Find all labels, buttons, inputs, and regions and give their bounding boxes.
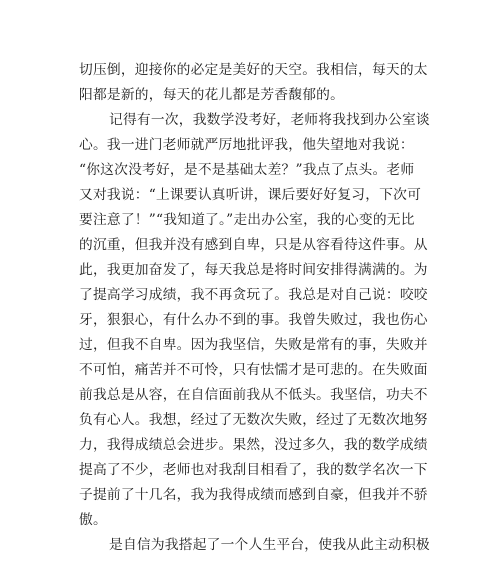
text-line-5: “你这次没考好，是不是基础太差？”我点了点头。老师 — [79, 162, 415, 178]
text-line-6: 又对我说：“上课要认真听讲，课后要好好复习，下次可 — [79, 187, 422, 203]
text-line-1: 切压倒，迎接你的必定是美好的天空。我相信，每天的太 — [79, 62, 428, 78]
text-line-14: 前我总是从容，在自信面前我从不低头。我坚信，功夫不 — [79, 387, 428, 403]
text-line-7: 要注意了！”“我知道了。”走出办公室，我的心变的无比 — [79, 212, 415, 228]
text-line-9: 此，我更加奋发了，每天我总是将时间安排得满满的。为 — [79, 262, 428, 278]
paragraph-next-line: 是自信为我搭起了一个人生平台，使我从此主动积极 — [109, 537, 430, 553]
text-line-2: 阳都是新的，每天的花儿都是芳香馥郁的。 — [79, 87, 345, 103]
text-line-15: 负有心人。我想，经过了无数次失败，经过了无数次地努 — [79, 412, 428, 428]
paragraph-start-line: 记得有一次，我数学没考好，老师将我找到办公室谈 — [109, 112, 430, 128]
text-line-10: 了提高学习成绩，我不再贪玩了。我总是对自己说：咬咬 — [79, 287, 428, 303]
text-line-18: 子提前了十几名，我为我得成绩而感到自豪，但我并不骄 — [79, 487, 428, 503]
text-line-19: 傲。 — [79, 512, 107, 528]
text-line-8: 的沉重，但我并没有感到自卑，只是从容看待这件事。从 — [79, 237, 428, 253]
text-line-17: 提高了不少，老师也对我刮目相看了，我的数学名次一下 — [79, 462, 428, 478]
text-line-11: 牙，狠狠心，有什么办不到的事。我曾失败过，我也伤心 — [79, 312, 428, 328]
text-line-4: 心。我一进门老师就严厉地批评我，他失望地对我说： — [79, 137, 414, 153]
text-line-12: 过，但我不自卑。因为我坚信，失败是常有的事，失败并 — [79, 337, 428, 353]
text-line-13: 不可怕，痛苦并不可怜，只有怯懦才是可悲的。在失败面 — [79, 362, 428, 378]
text-line-16: 力，我得成绩总会进步。果然，没过多久，我的数学成绩 — [79, 437, 428, 453]
